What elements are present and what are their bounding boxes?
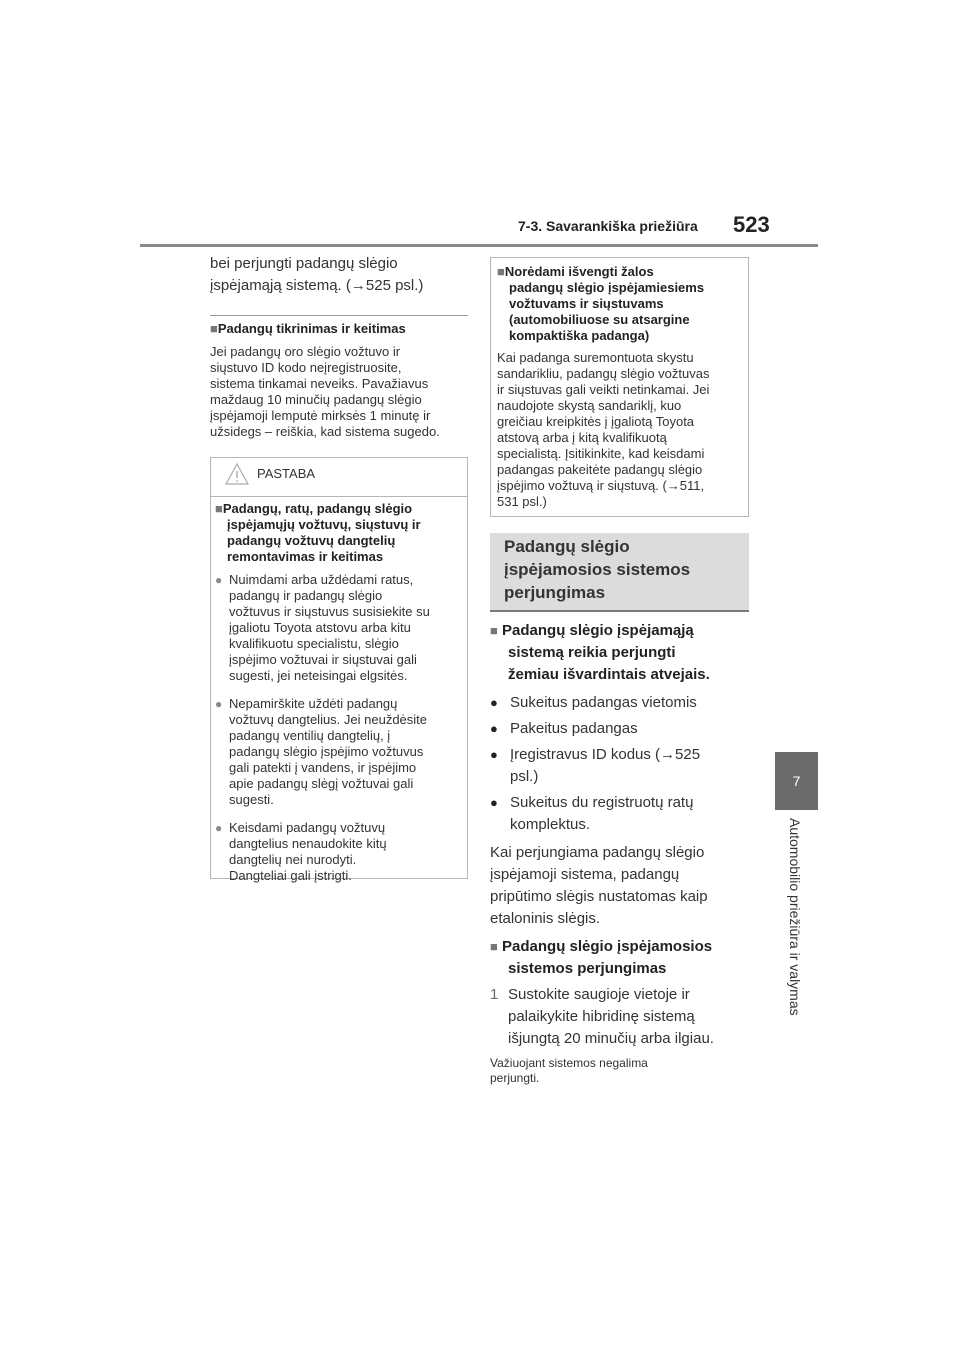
tire-check-section: [210, 321, 472, 440]
procedure-step: 1 Sustokite saugioje vietoje ir palaikykite hibridinę sistemą išjungtą 20 minučių arba ilgiau.: [490, 984, 752, 1050]
chapter-number: 7: [792, 773, 801, 789]
square-bullet-icon: ■: [497, 264, 505, 279]
reset-explanation: Kai perjungiama padangų slėgio įspėjamoji sistema, padangų pripūtimo slėgis nustatomas kaip etaloninis slėgis.: [490, 844, 708, 927]
lead-line: įspėjamąją sistemą. (→525 psl.): [210, 277, 424, 294]
notice-box: [210, 457, 468, 883]
divider: [210, 315, 468, 316]
square-bullet-icon: ■: [490, 623, 498, 638]
notice-header: [211, 458, 467, 497]
reset-procedure-heading: ■ Padangų slėgio įspėjamosios sistemos perjungimas: [490, 938, 713, 977]
circle-bullet-icon: ●: [490, 795, 498, 810]
section-title: 7-3. Savarankiška priežiūra: [518, 218, 698, 234]
reset-case-item: ● Pakeitus padangas: [490, 718, 752, 740]
chapter-label: Automobilio priežiūra ir valymas: [787, 818, 803, 1016]
damage-heading: ■Norėdami išvengti žalos padangų slėgio įspėjamiesiems vožtuvams ir siųstuvams (automobiliuose su atsargine kompaktiška padanga): [497, 264, 705, 343]
procedure-note: Važiuojant sistemos negalima perjungti.: [490, 1056, 648, 1085]
section-heading-line: perjungimas: [504, 583, 606, 602]
notice-label: PASTABA: [257, 466, 316, 481]
notice-bullet: ● Nuimdami arba uždėdami ratus, padangų ir padangų slėgio vožtuvus ir siųstuvus susisiekite su įgaliotu Toyota atstovu arba kitu kvalifikuotu specialistu, slėgio įspėjimo vožtuvai ir siųstuvai gali sugesti, jei neteisingai elgsitės.: [215, 572, 430, 683]
square-bullet-icon: ■: [215, 501, 223, 516]
circle-bullet-icon: ●: [490, 695, 498, 710]
tire-check-heading: ■Padangų tikrinimas ir keitimas: [210, 321, 406, 336]
square-bullet-icon: ■: [490, 939, 498, 954]
lead-paragraph: [210, 253, 470, 297]
chapter-side-label: [781, 818, 811, 1040]
damage-prevention-box: [490, 257, 749, 517]
reset-case-item: ● Sukeitus padangas vietomis: [490, 692, 752, 714]
page-number: 523: [733, 212, 770, 237]
tire-check-text: Jei padangų oro slėgio vožtuvo ir siųstuvo ID kodo neįregistruosite, sistema tinkamai neveiks. Pavažiavus maždaug 10 minučių padangų slėgio įspėjamoji lemputė mirksės 1 minutę ir užsidegs – reiškia, kad sistema sugedo.: [210, 344, 440, 439]
circle-bullet-icon: ●: [490, 721, 498, 736]
circle-bullet-icon: ●: [215, 821, 223, 835]
section-heading-box: [490, 533, 749, 612]
step-number: 1: [490, 986, 499, 1003]
damage-text: Kai padanga suremontuota skystu sandarikliu, padangų slėgio vožtuvas ir siųstuvas gali veikti netinkamai. Jei naudojote skystą sandariklį, kuo greičiau kreipkitės į įgaliotą Toyota atstovą arba į kitą kvalifikuotą specialistą. Įsitikinkite, kad keisdami padangas pakeitėte padangų slėgio įspėjimo vožtuvą ir siųstuvą. (→511, 531 psl.): [497, 350, 710, 509]
circle-bullet-icon: ●: [215, 697, 223, 711]
circle-bullet-icon: ●: [215, 573, 223, 587]
section-heading-line: Padangų slėgio: [504, 537, 630, 556]
notice-bullet: ● Nepamirškite uždėti padangų vožtuvų dangtelius. Jei neuždėsite padangų ventilių dangtelių, į padangų slėgio įspėjimo vožtuvus gali patekti į vandens, ir įspėjimo apie padangų slėgį vožtuvai gali sugesti.: [215, 696, 428, 807]
reset-needed-heading: ■ Padangų slėgio įspėjamąją sistemą reikia perjungti žemiau išvardintais atvejais.: [490, 622, 710, 683]
chapter-tab: [775, 752, 818, 810]
lead-line: bei perjungti padangų slėgio: [210, 255, 398, 272]
circle-bullet-icon: ●: [490, 747, 498, 762]
reset-case-item: ● Sukeitus du registruotų ratų komplektus.: [490, 792, 752, 836]
notice-bullet: ● Keisdami padangų vožtuvų dangtelius nenaudokite kitų dangtelių nei nurodyti. Dangteliai gali įstrigti.: [215, 820, 387, 883]
square-bullet-icon: ■: [210, 321, 218, 336]
warning-triangle-icon: [225, 463, 249, 485]
section-heading-line: įspėjamosios sistemos: [504, 560, 691, 579]
reset-needed-section: [490, 620, 752, 1086]
notice-heading: ■Padangų, ratų, padangų slėgio įspėjamųjų vožtuvų, siųstuvų ir padangų vožtuvų dangtelių remontavimas ir keitimas: [215, 501, 421, 564]
reset-case-item: ● Įregistravus ID kodus (→525 psl.): [490, 744, 752, 788]
header-rule: [140, 244, 818, 247]
